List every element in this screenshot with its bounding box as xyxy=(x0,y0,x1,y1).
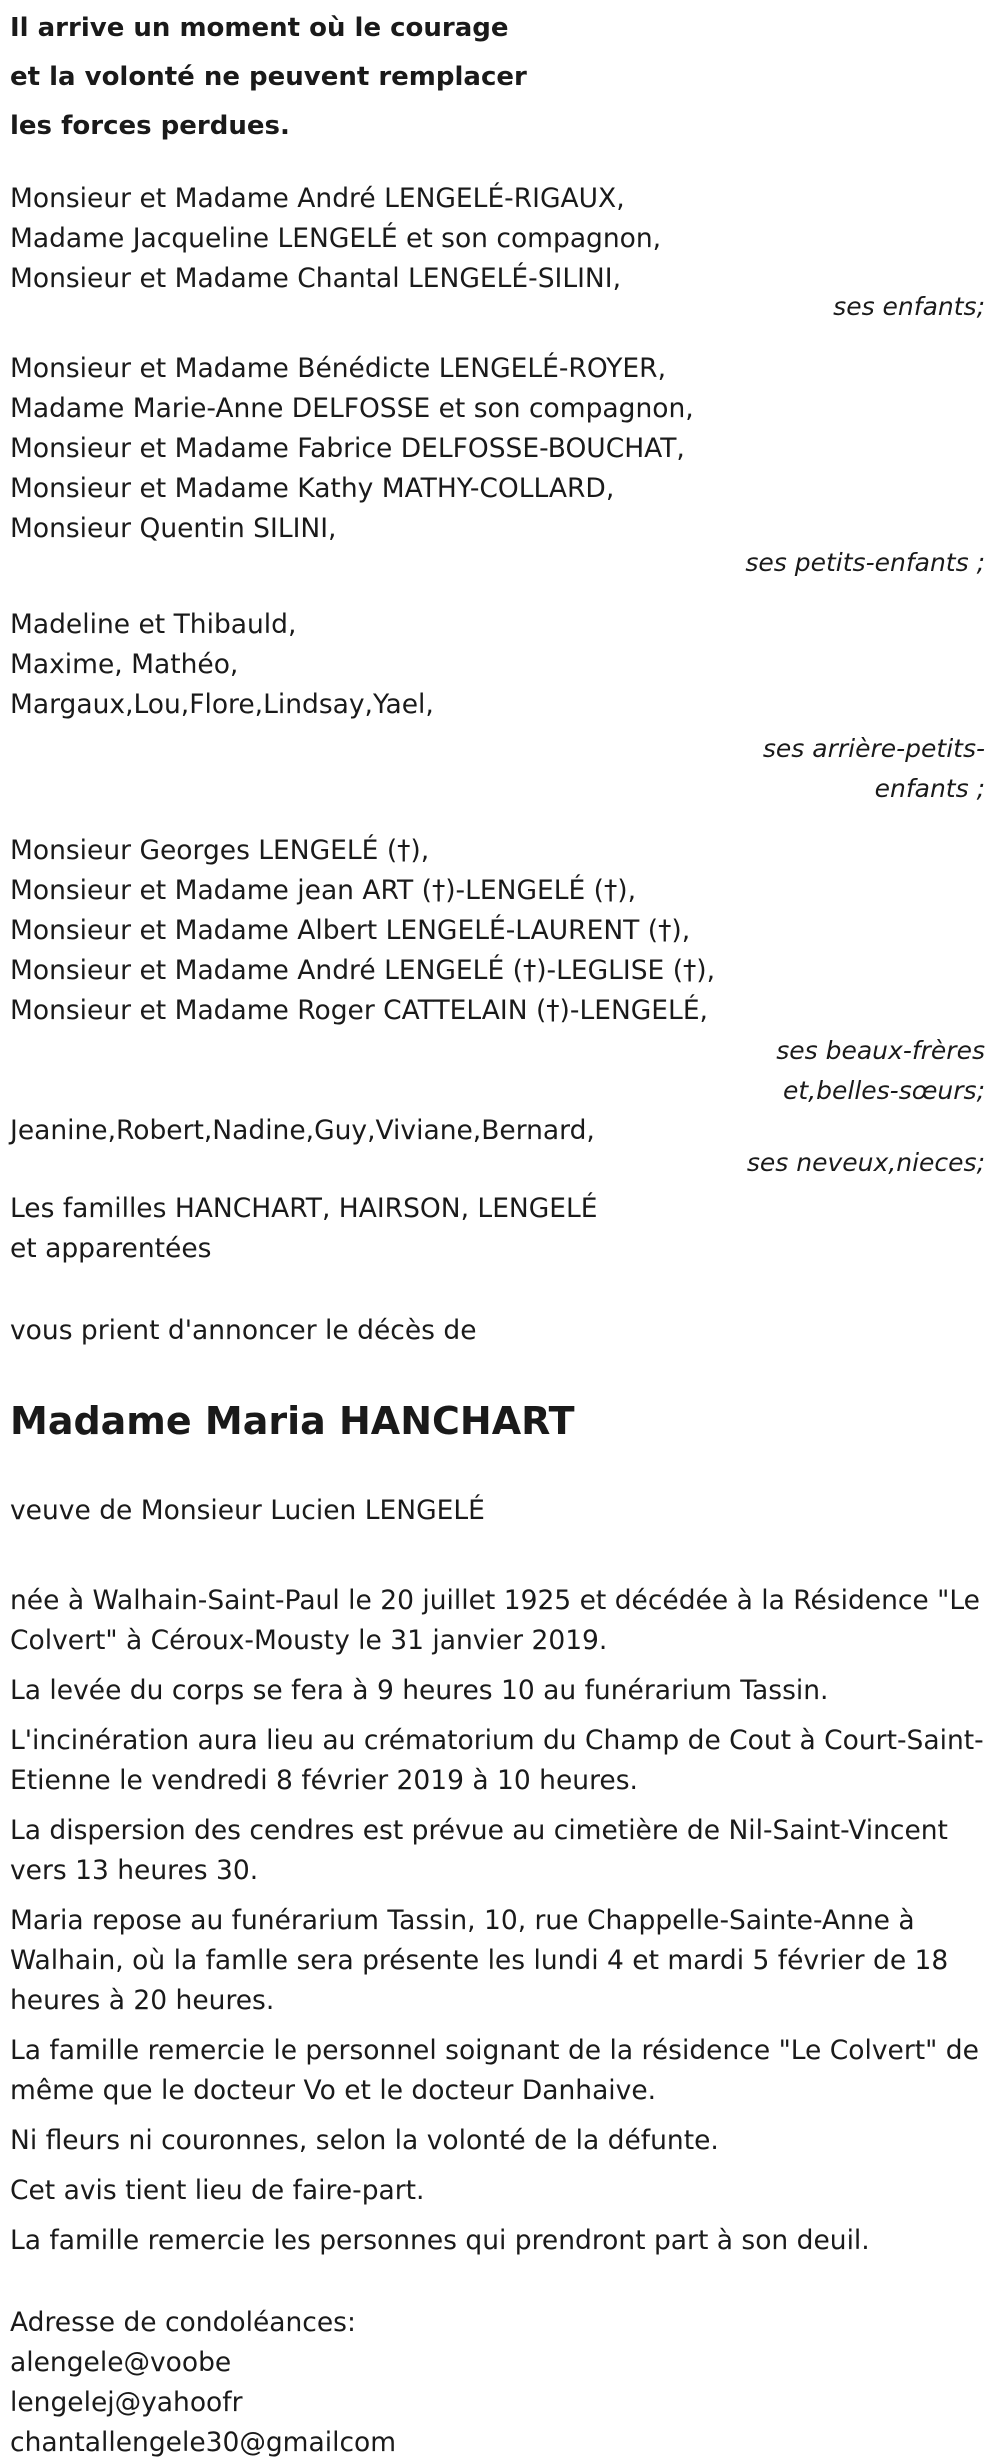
family-member-name: Monsieur Quentin SILINI, xyxy=(10,513,337,544)
family-member-name: Margaux,Lou,Flore,Lindsay,Yael, xyxy=(10,689,434,720)
detail-paragraph-ashes: La dispersion des cendres est prévue au cimetière de Nil-Saint-Vincent vers 13 heures 30. xyxy=(10,1815,948,1886)
announcement-text: vous prient d'annoncer le décès de xyxy=(10,1315,477,1346)
family-member-name: Madeline et Thibauld, xyxy=(10,609,297,640)
relation-label: ses enfants; xyxy=(833,292,985,321)
condolence-email: lengelej@yahoofr xyxy=(10,2387,243,2418)
family-member-name: Monsieur et Madame jean ART (†)-LENGELÉ (†), xyxy=(10,875,637,906)
family-group-in-laws xyxy=(10,831,1000,1111)
condolences-label: Adresse de condoléances: xyxy=(10,2307,356,2338)
family-group-great-grandchildren xyxy=(10,605,1000,809)
family-group-children xyxy=(10,179,1000,327)
family-member-name: Monsieur et Madame Fabrice DELFOSSE-BOUCHAT, xyxy=(10,433,685,464)
family-group-nephews-nieces xyxy=(10,1111,1000,1183)
family-group-grandchildren xyxy=(10,349,1000,583)
detail-paragraph-cremation: L'incinération aura lieu au crématorium du Champ de Cout à Court-Saint-Etienne le vendredi 8 février 2019 à 10 heures. xyxy=(10,1725,984,1796)
detail-paragraph-body-removal: La levée du corps se fera à 9 heures 10 au funérarium Tassin. xyxy=(10,1675,829,1706)
deceased-name: Madame Maria HANCHART xyxy=(10,1399,575,1443)
funeral-details xyxy=(10,1581,1000,2261)
extended-families xyxy=(10,1189,1000,1269)
quote-line: les forces perdues. xyxy=(10,111,290,141)
family-member-name: Monsieur et Madame Roger CATTELAIN (†)-LENGELÉ, xyxy=(10,995,708,1026)
families-line: Les familles HANCHART, HAIRSON, LENGELÉ xyxy=(10,1193,598,1224)
families-line: et apparentées xyxy=(10,1233,212,1264)
detail-paragraph-notice: Cet avis tient lieu de faire-part. xyxy=(10,2175,425,2206)
quote-line: et la volonté ne peuvent remplacer xyxy=(10,62,527,92)
family-member-name: Madame Marie-Anne DELFOSSE et son compagnon, xyxy=(10,393,694,424)
widow-of-text: veuve de Monsieur Lucien LENGELÉ xyxy=(10,1495,485,1526)
detail-paragraph-no-flowers: Ni fleurs ni couronnes, selon la volonté de la défunte. xyxy=(10,2125,719,2156)
family-member-name: Jeanine,Robert,Nadine,Guy,Viviane,Bernard, xyxy=(10,1115,595,1146)
relation-label: ses arrière-petits-enfants ; xyxy=(762,734,985,803)
detail-paragraph-birth-death: née à Walhain-Saint-Paul le 20 juillet 1925 et décédée à la Résidence "Le Colvert" à Céroux-Mousty le 31 janvier 2019. xyxy=(10,1585,980,1656)
family-member-name: Monsieur et Madame Albert LENGELÉ-LAURENT (†), xyxy=(10,915,691,946)
condolence-email: chantallengele30@gmailcom xyxy=(10,2427,397,2458)
quote-line: Il arrive un moment où le courage xyxy=(10,13,509,43)
detail-paragraph-thanks-attendees: La famille remercie les personnes qui prendront part à son deuil. xyxy=(10,2225,870,2256)
relation-label: ses petits-enfants ; xyxy=(745,548,985,577)
epigraph-quote xyxy=(10,4,1000,151)
family-member-name: Monsieur et Madame André LENGELÉ (†)-LEGLISE (†), xyxy=(10,955,716,986)
condolence-email: alengele@voobe xyxy=(10,2347,232,2378)
relation-label: ses beaux-frères et,belles-sœurs; xyxy=(776,1036,985,1105)
family-member-name: Monsieur et Madame Chantal LENGELÉ-SILINI, xyxy=(10,263,621,294)
family-member-name: Monsieur Georges LENGELÉ (†), xyxy=(10,835,430,866)
condolences-section xyxy=(10,2303,1000,2463)
detail-paragraph-thanks-staff: La famille remercie le personnel soignant de la résidence "Le Colvert" de même que le docteur Vo et le docteur Danhaive. xyxy=(10,2035,979,2106)
family-member-name: Monsieur et Madame André LENGELÉ-RIGAUX, xyxy=(10,183,625,214)
family-member-name: Madame Jacqueline LENGELÉ et son compagnon, xyxy=(10,223,662,254)
family-member-name: Monsieur et Madame Kathy MATHY-COLLARD, xyxy=(10,473,615,504)
family-member-name: Maxime, Mathéo, xyxy=(10,649,239,680)
relation-label: ses neveux,nieces; xyxy=(746,1148,985,1177)
family-member-name: Monsieur et Madame Bénédicte LENGELÉ-ROYER, xyxy=(10,353,667,384)
detail-paragraph-viewing: Maria repose au funérarium Tassin, 10, rue Chappelle-Sainte-Anne à Walhain, où la famlle sera présente les lundi 4 et mardi 5 février de 18 heures à 20 heures. xyxy=(10,1905,949,2016)
